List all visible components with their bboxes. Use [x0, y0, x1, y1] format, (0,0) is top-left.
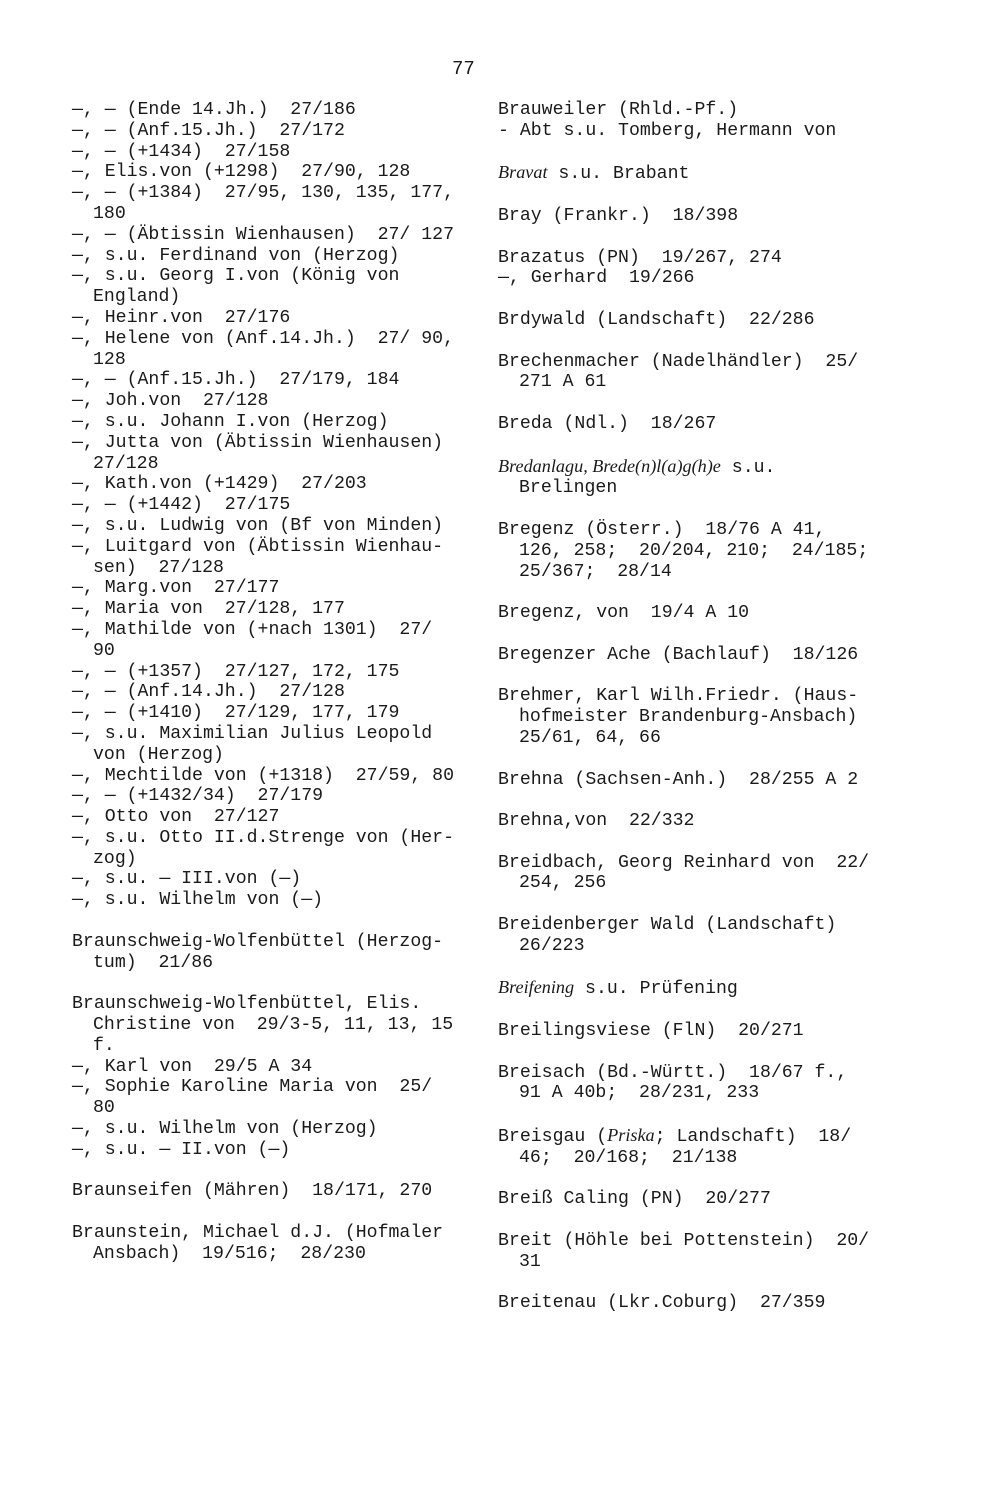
- index-entry-block: [498, 645, 878, 666]
- index-entry: —, Heinr.von 27/176: [72, 307, 291, 328]
- entry-text: Brauweiler (Rhld.-Pf.): [498, 100, 739, 120]
- entry-text: Breda (Ndl.) 18/267: [498, 413, 717, 434]
- index-entry-block: [498, 1231, 881, 1273]
- index-entry-block: [498, 1063, 878, 1105]
- index-entry-line: [498, 100, 878, 121]
- index-entry: —, — (Anf.15.Jh.) 27/179, 184: [72, 370, 400, 391]
- index-entry: —, s.u. Ferdinand von (Herzog): [72, 245, 400, 266]
- index-entry-line: [498, 519, 891, 582]
- index-entry-block: [498, 100, 878, 142]
- index-entry: Braunseifen (Mähren) 18/171, 270: [72, 1181, 433, 1202]
- italic-term: Breifening: [498, 977, 575, 998]
- index-entry-line: [498, 1125, 878, 1169]
- index-entry: —, Otto von 27/127: [72, 807, 280, 828]
- entry-text: s.u. Brabant: [547, 164, 690, 185]
- index-entry: —, Mathilde von (+nach 1301) 27/ 90: [72, 619, 444, 661]
- index-entry: —, — (+1410) 27/129, 177, 179: [72, 703, 400, 724]
- index-entry: —, s.u. Ludwig von (Bf von Minden): [72, 515, 444, 536]
- index-entry-block: [498, 852, 881, 895]
- index-entry: —, Joh.von 27/128: [72, 391, 269, 412]
- index-entry-line: [498, 915, 878, 957]
- entry-text: Brehna (Sachsen-Anh.) 28/255 A 2: [498, 769, 859, 790]
- index-entry: Braunschweig-Wolfenbüttel (Herzog- tum) 21/86: [72, 931, 455, 973]
- index-entry-line: [498, 413, 878, 435]
- index-entry-block: [498, 162, 878, 185]
- index-entry: —, — (+1432/34) 27/179: [72, 786, 324, 807]
- index-entry-line: [498, 1021, 878, 1042]
- index-entry-line: [498, 603, 878, 624]
- index-entry: —, s.u. — III.von (—): [72, 869, 302, 890]
- index-entry-line: [498, 977, 878, 1000]
- index-entry: Braunschweig-Wolfenbüttel, Elis. Christine von 29/3-5, 11, 13, 15 f.: [72, 994, 465, 1056]
- index-entry-block: [498, 206, 878, 227]
- entry-spacer: [72, 1161, 464, 1182]
- index-entry: —, s.u. Johann I.von (Herzog): [72, 411, 389, 432]
- entry-text: - Abt s.u. Tomberg, Hermann von: [498, 120, 837, 141]
- index-entry: —, Helene von (Anf.14.Jh.) 27/ 90, 128: [72, 328, 465, 370]
- index-entry-line: [498, 769, 878, 791]
- italic-term: Priska: [607, 1125, 655, 1146]
- entry-text: s.u. Prüfening: [574, 979, 738, 1000]
- index-entry-line: [498, 686, 878, 748]
- index-entry-block: [498, 977, 878, 1000]
- index-entry-block: [498, 414, 878, 435]
- entry-text: Breisgau (: [498, 1127, 608, 1148]
- entry-text: Breisach (Bd.-Württ.) 18/67 f., 91 A 40b; 28/231, 233: [498, 1062, 859, 1104]
- index-entry-line: [498, 455, 878, 500]
- index-entry: —, — (+1442) 27/175: [72, 495, 291, 516]
- entry-spacer: [72, 911, 464, 932]
- entry-text: Breit (Höhle bei Pottenstein) 20/ 31: [498, 1231, 881, 1272]
- index-entry: —, Marg.von 27/177: [72, 578, 280, 599]
- index-entry: —, — (Ende 14.Jh.) 27/186: [72, 100, 356, 120]
- index-entry: —, s.u. Maximilian Julius Leopold von (Herzog): [72, 723, 444, 765]
- index-entry-block: [498, 519, 891, 582]
- index-entry: —, Karl von 29/5 A 34: [72, 1056, 313, 1077]
- index-entry-block: [498, 1293, 878, 1314]
- entry-text: Breilingsviese (FlN) 20/271: [498, 1021, 804, 1042]
- index-entry-block: [498, 915, 878, 957]
- right-column: [498, 100, 891, 1335]
- index-entry-block: [498, 1021, 878, 1042]
- index-entry-block: [498, 811, 878, 832]
- index-entry-line: [498, 162, 878, 185]
- index-entry-line: [498, 1189, 878, 1210]
- index-entry-line: [498, 852, 881, 895]
- index-entry: —, Luitgard von (Äbtissin Wienhau- sen) 27/128: [72, 536, 455, 578]
- entry-text: Bregenz, von 19/4 A 10: [498, 603, 750, 624]
- index-entry: —, — (Äbtissin Wienhausen) 27/ 127: [72, 224, 454, 245]
- index-entry-line: [498, 811, 878, 832]
- index-entry: —, Elis.von (+1298) 27/90, 128: [72, 162, 411, 183]
- index-entry: —, s.u. — II.von (—): [72, 1139, 291, 1160]
- index-entry: —, Maria von 27/128, 177: [72, 599, 345, 620]
- index-entry-block: [498, 456, 878, 500]
- index-entry-block: [498, 603, 878, 624]
- index-entry-line: [498, 268, 878, 289]
- index-entry-block: [498, 352, 878, 394]
- index-entry-line: [498, 1293, 878, 1314]
- entry-text: Brehna,von 22/332: [498, 811, 695, 832]
- index-entry-line: [498, 1231, 881, 1273]
- left-column: [72, 100, 464, 1265]
- entry-text: ; Landschaft) 18/ 46; 20/168; 21/138: [519, 1127, 863, 1168]
- index-entry: —, Kath.von (+1429) 27/203: [72, 474, 367, 495]
- index-entry: —, — (+1434) 27/158: [72, 141, 291, 162]
- italic-term: Bravat: [498, 162, 548, 183]
- index-entry: —, — (Anf.14.Jh.) 27/128: [72, 682, 345, 703]
- index-entry-line: [498, 120, 878, 142]
- index-entry: —, Sophie Karoline Maria von 25/ 80: [72, 1077, 444, 1119]
- entry-text: Brdywald (Landschaft) 22/286: [498, 309, 815, 330]
- index-entry-line: [498, 247, 878, 269]
- entry-spacer: [72, 1202, 464, 1223]
- entry-spacer: [72, 973, 464, 994]
- entry-text: Breiß Caling (PN) 20/277: [498, 1189, 771, 1210]
- index-entry: —, s.u. Otto II.d.Strenge von (Her- zog): [72, 827, 465, 869]
- entry-text: Brechenmacher (Nadelhändler) 25/ 271 A 61: [498, 351, 870, 393]
- index-entry: —, Mechtilde von (+1318) 27/59, 80: [72, 765, 454, 786]
- entry-text: —, Gerhard 19/266: [498, 268, 695, 289]
- entry-text: s.u. Brelingen: [519, 457, 787, 499]
- index-entry: Braunstein, Michael d.J. (Hofmaler Ansbach) 19/516; 28/230: [72, 1223, 455, 1264]
- entry-text: Brehmer, Karl Wilh.Friedr. (Haus- hofmeister Brandenburg-Ansbach) 25/61, 64, 66: [498, 686, 870, 748]
- index-entry-line: [498, 205, 878, 227]
- index-entry: —, s.u. Wilhelm von (—): [72, 890, 324, 911]
- entry-text: Breitenau (Lkr.Coburg) 27/359: [498, 1293, 826, 1314]
- index-entry-block: [498, 310, 878, 331]
- index-entry-line: [498, 644, 878, 666]
- index-entry-block: [498, 1125, 878, 1169]
- index-entry: —, s.u. Wilhelm von (Herzog): [72, 1119, 378, 1140]
- page-number: 77: [452, 58, 475, 80]
- index-entry-block: [498, 1189, 878, 1210]
- index-entry-line: [498, 309, 878, 331]
- index-entry-block: [498, 686, 878, 748]
- entry-text: Breidbach, Georg Reinhard von 22/ 254, 256: [498, 852, 881, 894]
- index-entry: —, s.u. Georg I.von (König von England): [72, 266, 411, 308]
- index-entry: —, Jutta von (Äbtissin Wienhausen) 27/128: [72, 432, 455, 474]
- entry-text: Bregenzer Ache (Bachlauf) 18/126: [498, 644, 859, 665]
- entry-text: Brazatus (PN) 19/267, 274: [498, 247, 782, 268]
- index-entry: —, — (+1384) 27/95, 130, 135, 177, 180: [72, 183, 465, 224]
- entry-text: Bray (Frankr.) 18/398: [498, 205, 739, 226]
- index-entry-line: [498, 351, 878, 394]
- index-entry: —, — (+1357) 27/127, 172, 175: [72, 661, 400, 682]
- index-entry-line: [498, 1062, 878, 1105]
- index-entry-block: [498, 248, 878, 290]
- index-entry-block: [498, 770, 878, 791]
- entry-text: Breidenberger Wald (Landschaft) 26/223: [498, 915, 848, 956]
- italic-term: Bredanlagu, Brede(n)l(a)g(h)e: [498, 455, 721, 476]
- entry-text: Bregenz (Österr.) 18/76 A 41, 126, 258; 20/204, 210; 24/185; 25/367; 28/14: [498, 519, 891, 582]
- index-entry: —, — (Anf.15.Jh.) 27/172: [72, 120, 345, 141]
